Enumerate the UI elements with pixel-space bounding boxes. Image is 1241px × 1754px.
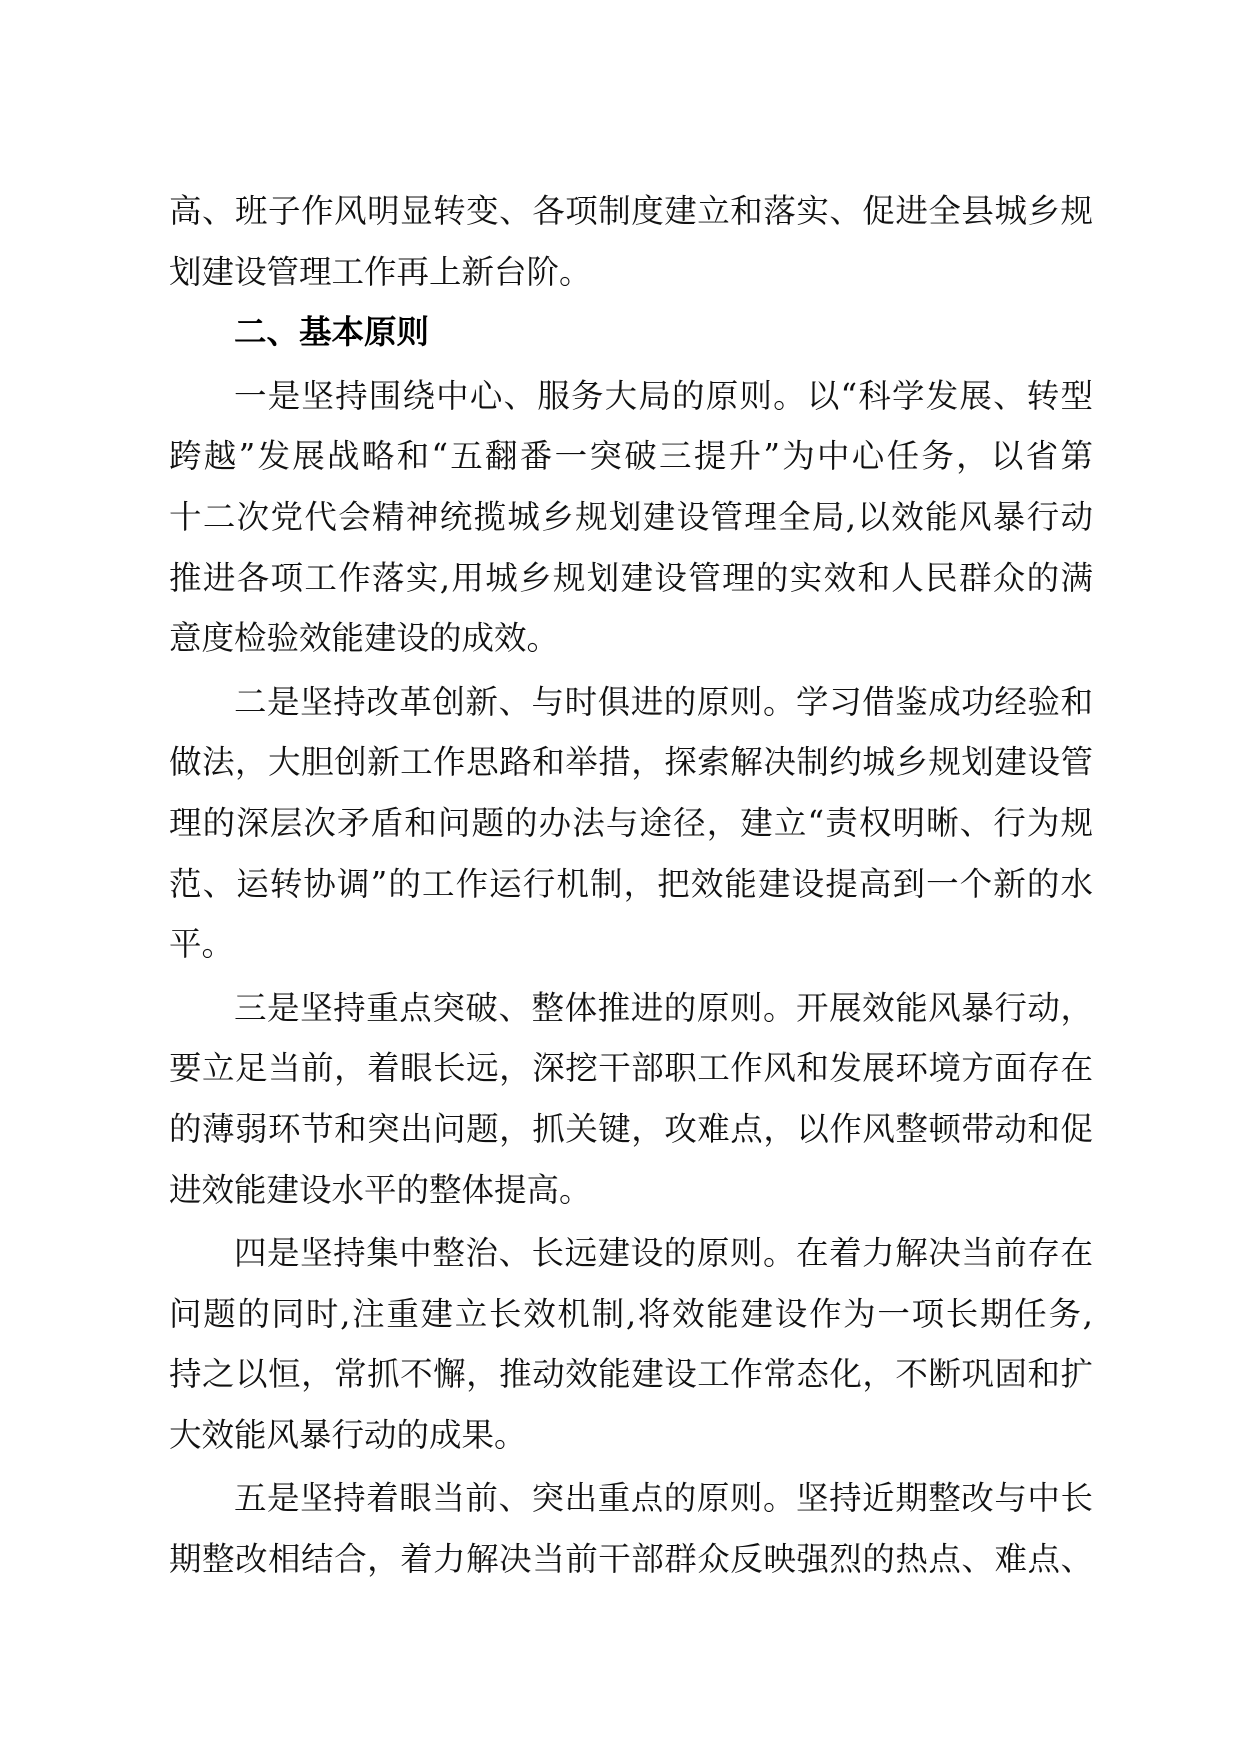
paragraph-line: 问题的同时,注重建立长效机制,将效能建设作为一项长期任务,: [169, 1294, 1093, 1333]
paragraph-line: 推进各项工作落实,用城乡规划建设管理的实效和人民群众的满: [169, 558, 1093, 597]
paragraph-line: 持之以恒，常抓不懈，推动效能建设工作常态化，不断巩固和扩: [169, 1355, 1093, 1394]
document-body: [169, 181, 1093, 1590]
principle-paragraph-4: [169, 1223, 1093, 1465]
paragraph-line: 跨越”发展战略和“五翻番一突破三提升”为中心任务，以省第: [169, 437, 1093, 476]
paragraph-line: 五是坚持着眼当前、突出重点的原则。坚持近期整改与中长: [234, 1479, 1093, 1518]
paragraph-line: 做法，大胆创新工作思路和举措，探索解决制约城乡规划建设管: [169, 743, 1093, 782]
section-heading: 二、基本原则: [234, 313, 430, 352]
paragraph-line: 理的深层次矛盾和问题的办法与途径，建立“责权明晰、行为规: [169, 803, 1093, 842]
paragraph-line: 高、班子作风明显转变、各项制度建立和落实、促进全县城乡规: [169, 192, 1093, 230]
continued-paragraph: [169, 181, 1093, 302]
principle-paragraph-3: [169, 978, 1093, 1220]
principle-paragraph-5: [169, 1468, 1093, 1589]
principle-paragraph-2: [169, 672, 1093, 975]
paragraph-line: 三是坚持重点突破、整体推进的原则。开展效能风暴行动，: [234, 988, 1093, 1027]
principle-paragraph-1: [169, 366, 1093, 669]
paragraph-line: 大效能风暴行动的成果。: [169, 1415, 527, 1454]
paragraph-line: 一是坚持围绕中心、服务大局的原则。以“科学发展、转型: [234, 376, 1093, 415]
paragraph-line: 意度检验效能建设的成效。: [169, 619, 560, 658]
paragraph-line: 二是坚持改革创新、与时俱进的原则。学习借鉴成功经验和: [234, 682, 1093, 721]
paragraph-line: 要立足当前，着眼长远，深挖干部职工作风和发展环境方面存在: [169, 1049, 1093, 1088]
paragraph-line: 四是坚持集中整治、长远建设的原则。在着力解决当前存在: [234, 1234, 1093, 1273]
paragraph-line: 范、运转协调”的工作运行机制，把效能建设提高到一个新的水: [169, 864, 1093, 903]
paragraph-line: 十二次党代会精神统揽城乡规划建设管理全局,以效能风暴行动: [169, 497, 1093, 536]
paragraph-line: 平。: [169, 925, 235, 964]
paragraph-line: 划建设管理工作再上新台阶。: [169, 252, 592, 291]
paragraph-line: 的薄弱环节和突出问题，抓关键，攻难点，以作风整顿带动和促: [169, 1109, 1093, 1148]
paragraph-line: 期整改相结合，着力解决当前干部群众反映强烈的热点、难点、: [169, 1540, 1093, 1579]
paragraph-line: 进效能建设水平的整体提高。: [169, 1170, 592, 1209]
